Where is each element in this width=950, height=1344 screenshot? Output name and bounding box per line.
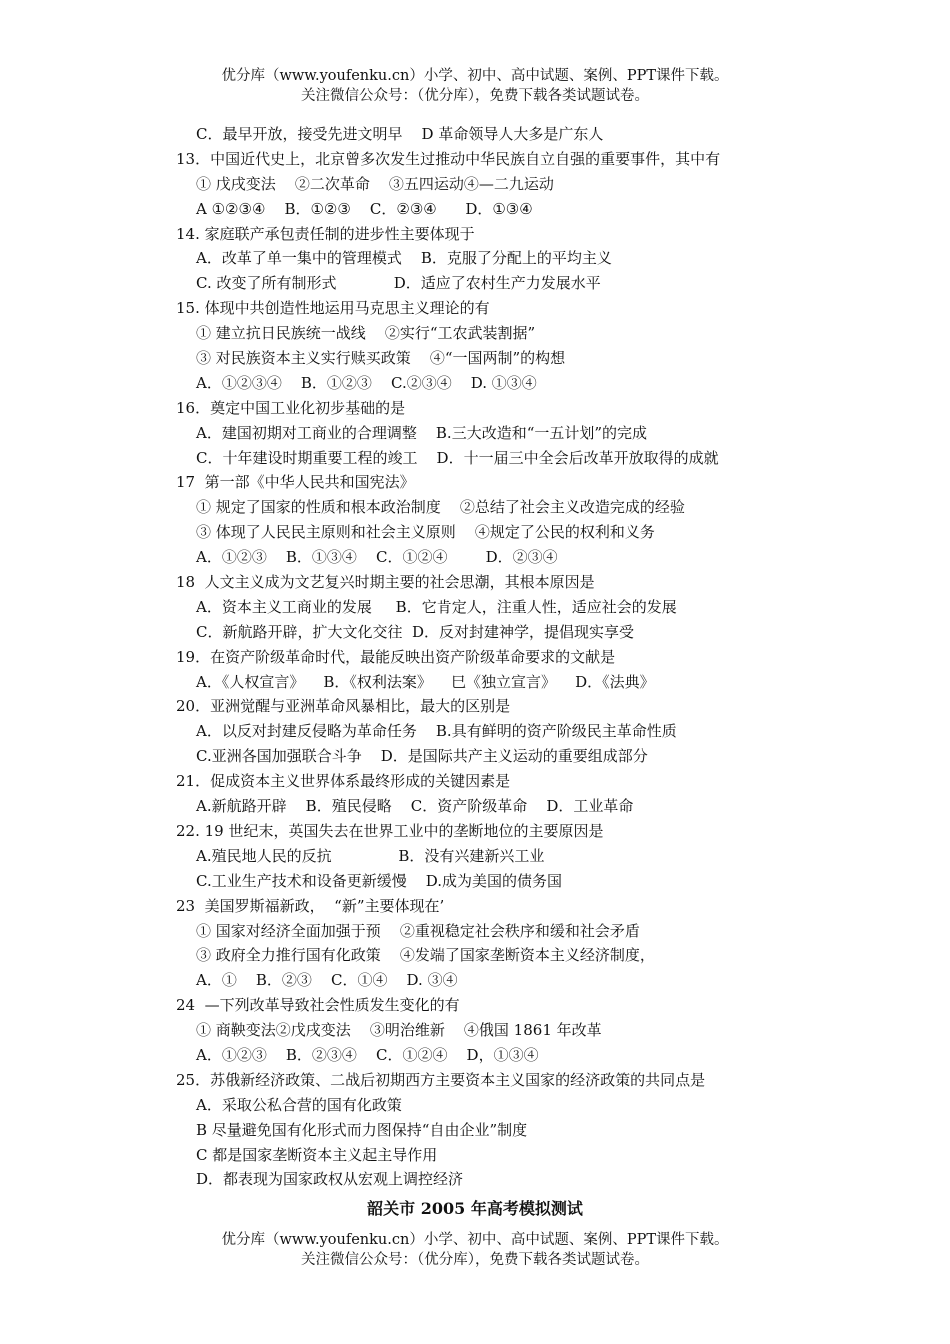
answer-option-line: ③ 政府全力推行国有化政策 ④发端了国家垄断资本主义经济制度， xyxy=(196,946,655,965)
answer-option-line: A．①②③④ B．①②③ C.②③④ D. ①③④ xyxy=(196,373,537,392)
answer-option-line: ① 规定了国家的性质和根本政治制度 ②总结了社会主义改造完成的经验 xyxy=(196,498,685,517)
answer-option-line: ① 戊戌变法 ②二次革命 ③五四运动④—二九运动 xyxy=(196,174,554,193)
answer-option-line: A.新航路开辟 B．殖民侵略 C．资产阶级革命 D．工业革命 xyxy=(196,797,634,816)
answer-option-line: ① 商鞅变法②戊戌变法 ③明治维新 ④俄国 1861 年改革 xyxy=(196,1021,602,1040)
question-stem: 25．苏俄新经济政策、二战后初期西方主要资本主义国家的经济政策的共同点是 xyxy=(176,1070,706,1089)
answer-option-line: B 尽量避免国有化形式而力图保持“自由企业”制度 xyxy=(196,1120,528,1139)
question-stem: 17 第一部《中华人民共和国宪法》 xyxy=(176,473,415,492)
answer-option-line: C 都是国家垄断资本主义起主导作用 xyxy=(196,1145,438,1164)
answer-option-line: C．最早开放，接受先进文明早 D 革命领导人大多是广东人 xyxy=(196,125,604,143)
answer-option-line: ③ 对民族资本主义实行赎买政策 ④“一国两制”的构想 xyxy=(196,349,566,368)
question-stem: 18 人文主义成为文艺复兴时期主要的社会思潮，其根本原因是 xyxy=(176,573,595,592)
answer-option-line: A．以反对封建反侵略为革命任务 B.具有鲜明的资产阶级民主革命性质 xyxy=(196,722,677,741)
answer-option-line: C.亚洲各国加强联合斗争 D．是国际共产主义运动的重要组成部分 xyxy=(196,747,648,766)
answer-option-line: A．①②③ B．②③④ C．①②④ D，①③④ xyxy=(196,1045,539,1064)
question-stem: 23 美国罗斯福新政， “新”主要体现在’ xyxy=(176,896,445,915)
question-list xyxy=(176,122,856,1192)
footer-line-1: 优分库（www.youfenku.cn）小学、初中、高中试题、案例、PPT课件下载。 xyxy=(221,1232,729,1248)
footer-banner xyxy=(0,1230,950,1270)
answer-option-line: A．①②③ B．①③④ C．①②④ D．②③④ xyxy=(196,548,558,567)
question-stem: 20．亚洲觉醒与亚洲革命风暴相比，最大的区别是 xyxy=(176,697,511,716)
section-title: 韶关市 2005 年高考模拟测试 xyxy=(367,1199,583,1218)
question-stem: 15. 体现中共创造性地运用马克思主义理论的有 xyxy=(176,299,490,318)
answer-option-line: A．资本主义工商业的发展 B．它肯定人，注重人性，适应社会的发展 xyxy=(196,597,677,616)
question-stem: 21．促成资本主义世界体系最终形成的关键因素是 xyxy=(176,772,511,791)
answer-option-line: A．改革了单一集中的管理模式 B．克服了分配上的平均主义 xyxy=(196,249,612,268)
answer-option-line: A．① B．②③ C．①④ D. ③④ xyxy=(196,971,458,990)
footer-line-2: 关注微信公众号：（优分库），免费下载各类试题试卷。 xyxy=(301,1252,649,1268)
answer-option-line: A．《人权宣言》 B．《权利法案》 巳《独立宣言》 D．《法典》 xyxy=(196,672,655,691)
header-line-2: 关注微信公众号：（优分库），免费下载各类试题试卷。 xyxy=(301,88,649,104)
answer-option-line: ① 国家对经济全面加强于预 ②重视稳定社会秩序和缓和社会矛盾 xyxy=(196,921,640,940)
answer-option-line: ① 建立抗日民族统一战线 ②实行“工农武装割据” xyxy=(196,324,536,343)
answer-option-line: A.殖民地人民的反抗 B．没有兴建新兴工业 xyxy=(196,846,545,865)
header-banner xyxy=(0,66,950,106)
answer-option-line: ③ 体现了人民民主原则和社会主义原则 ④规定了公民的权利和义务 xyxy=(196,523,655,542)
question-stem: 13．中国近代史上，北京曾多次发生过推动中华民族自立自强的重要事件，其中有 xyxy=(176,149,721,168)
answer-option-line: C．十年建设时期重要工程的竣工 D．十一届三中全会后改革开放取得的成就 xyxy=(196,448,719,467)
question-stem: 24 —下列改革导致社会性质发生变化的有 xyxy=(176,996,460,1015)
answer-option-line: C.工业生产技术和设备更新缓慢 D.成为美国的债务国 xyxy=(196,871,563,890)
answer-option-line: A．建国初期对工商业的合理调整 B.三大改造和“一五计划”的完成 xyxy=(196,423,648,442)
question-stem: 14. 家庭联产承包责任制的进步性主要体现于 xyxy=(176,224,475,243)
answer-option-line: A ①②③④ B．①②③ C．②③④ D．①③④ xyxy=(196,199,533,218)
answer-option-line: C. 改变了所有制形式 D．适应了农村生产力发展水平 xyxy=(196,274,601,293)
question-stem: 19．在资产阶级革命时代，最能反映出资产阶级革命要求的文献是 xyxy=(176,647,616,666)
header-line-1: 优分库（www.youfenku.cn）小学、初中、高中试题、案例、PPT课件下载。 xyxy=(221,68,729,84)
answer-option-line: D．都表现为国家政权从宏观上调控经济 xyxy=(196,1170,464,1189)
answer-option-line: A．采取公私合营的国有化政策 xyxy=(196,1095,402,1114)
answer-option-line: C．新航路开辟，扩大文化交往 D．反对封建神学，提倡现实享受 xyxy=(196,622,635,641)
question-stem: 22. 19 世纪末，英国失去在世界工业中的垄断地位的主要原因是 xyxy=(176,821,604,840)
question-stem: 16．奠定中国工业化初步基础的是 xyxy=(176,398,406,417)
